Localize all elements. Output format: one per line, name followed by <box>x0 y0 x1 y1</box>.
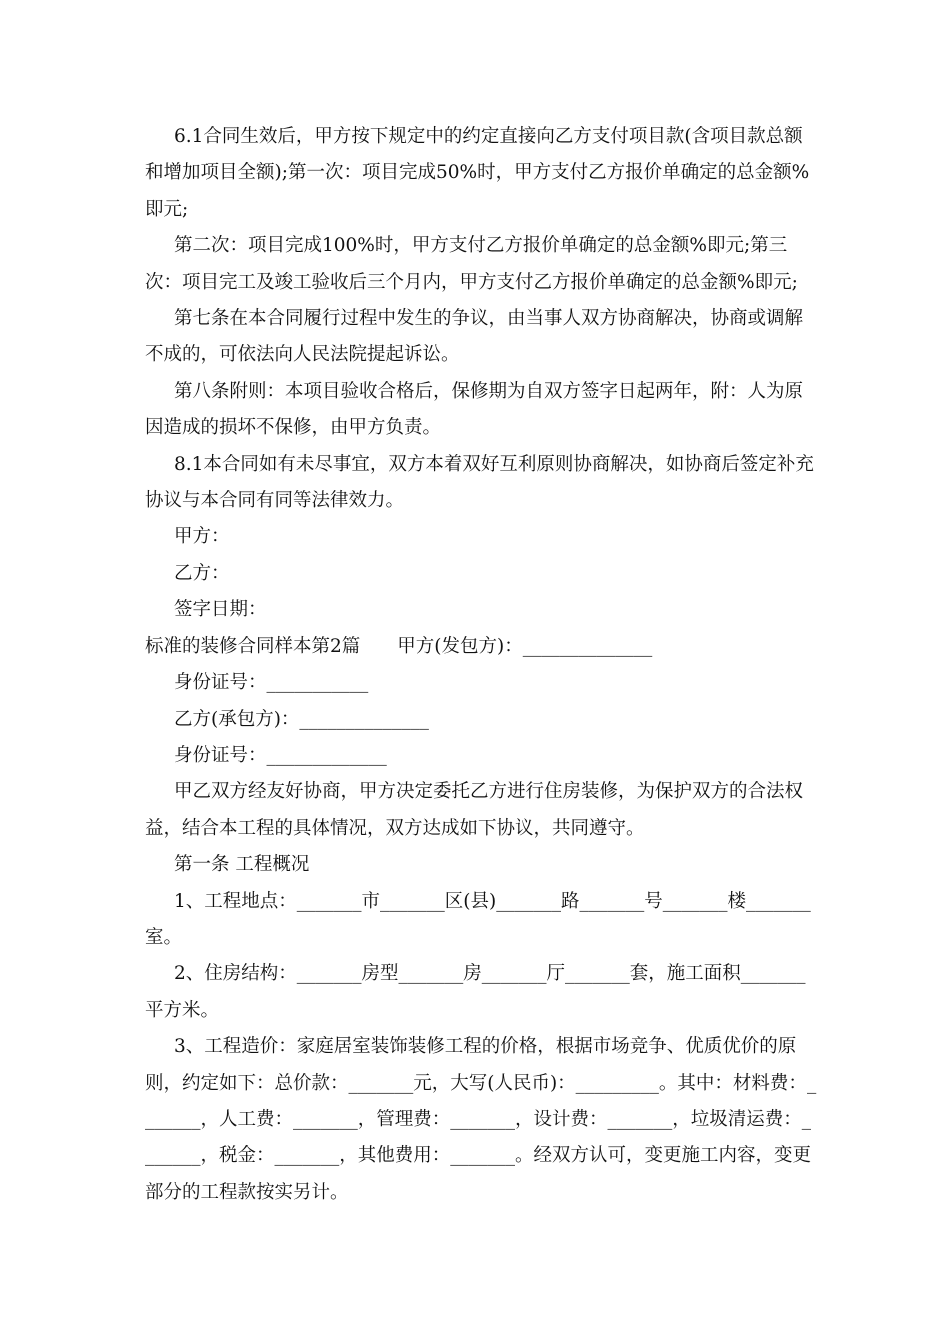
paragraph-payment-second-third: 第二次：项目完成100%时，甲方支付乙方报价单确定的总金额%即元;第三次：项目完工及竣工验收后三个月内，甲方支付乙方报价单确定的总金额%即元; <box>145 235 798 293</box>
party-b-id-number: 身份证号：_____________ <box>174 744 387 766</box>
second-contract-heading-party-a: 标准的装修合同样本第2篇 甲方(发包方)：______________ <box>145 635 653 657</box>
signature-date: 签字日期： <box>174 599 267 621</box>
item-project-location: 1、工程地点：_______市_______区(县)_______路_______号_______楼_______室。 <box>145 890 811 948</box>
signature-party-a: 甲方： <box>174 526 230 548</box>
document-body <box>145 119 817 1211</box>
paragraph-article-7-disputes: 第七条在本合同履行过程中发生的争议，由当事人双方协商解决，协商或调解不成的，可依法向人民法院提起诉讼。 <box>145 308 804 366</box>
item-housing-structure: 2、住房结构：_______房型_______房_______厅_______套，施工面积_______平方米。 <box>145 963 806 1021</box>
paragraph-agreement-intro: 甲乙双方经友好协商，甲方决定委托乙方进行住房装修，为保护双方的合法权益，结合本工程的具体情况，双方达成如下协议，共同遵守。 <box>145 781 804 839</box>
party-b-contractor: 乙方(承包方)：______________ <box>174 708 429 730</box>
signature-party-b: 乙方： <box>174 562 230 584</box>
article-1-heading: 第一条 工程概况 <box>174 854 310 876</box>
party-a-id-number: 身份证号：___________ <box>174 672 369 694</box>
paragraph-payment-clause-6-1: 6.1合同生效后，甲方按下规定中的约定直接向乙方支付项目款(含项目款总额和增加项目全额);第一次：项目完成50%时，甲方支付乙方报价单确定的总金额%即元; <box>145 126 810 220</box>
paragraph-clause-8-1: 8.1本合同如有未尽事宜，双方本着双好互利原则协商解决，如协商后签定补充协议与本合同有同等法律效力。 <box>145 453 814 512</box>
item-project-cost: 3、工程造价：家庭居室装饰装修工程的价格，根据市场竞争、优质优价的原则，约定如下：总价款：_______元，大写(人民币)：_________。其中：材料费：_______，人工费：_______，管理费：_______，设计费：_______，垃圾清运费：_______，税金：_______，其他费用：_______。经双方认可，变更施工内容，变更部分的工程款按实另计。 <box>145 1036 817 1203</box>
paragraph-article-8-supplementary: 第八条附则：本项目验收合格后，保修期为自双方签字日起两年，附：人为原因造成的损坏不保修，由甲方负责。 <box>145 380 804 439</box>
